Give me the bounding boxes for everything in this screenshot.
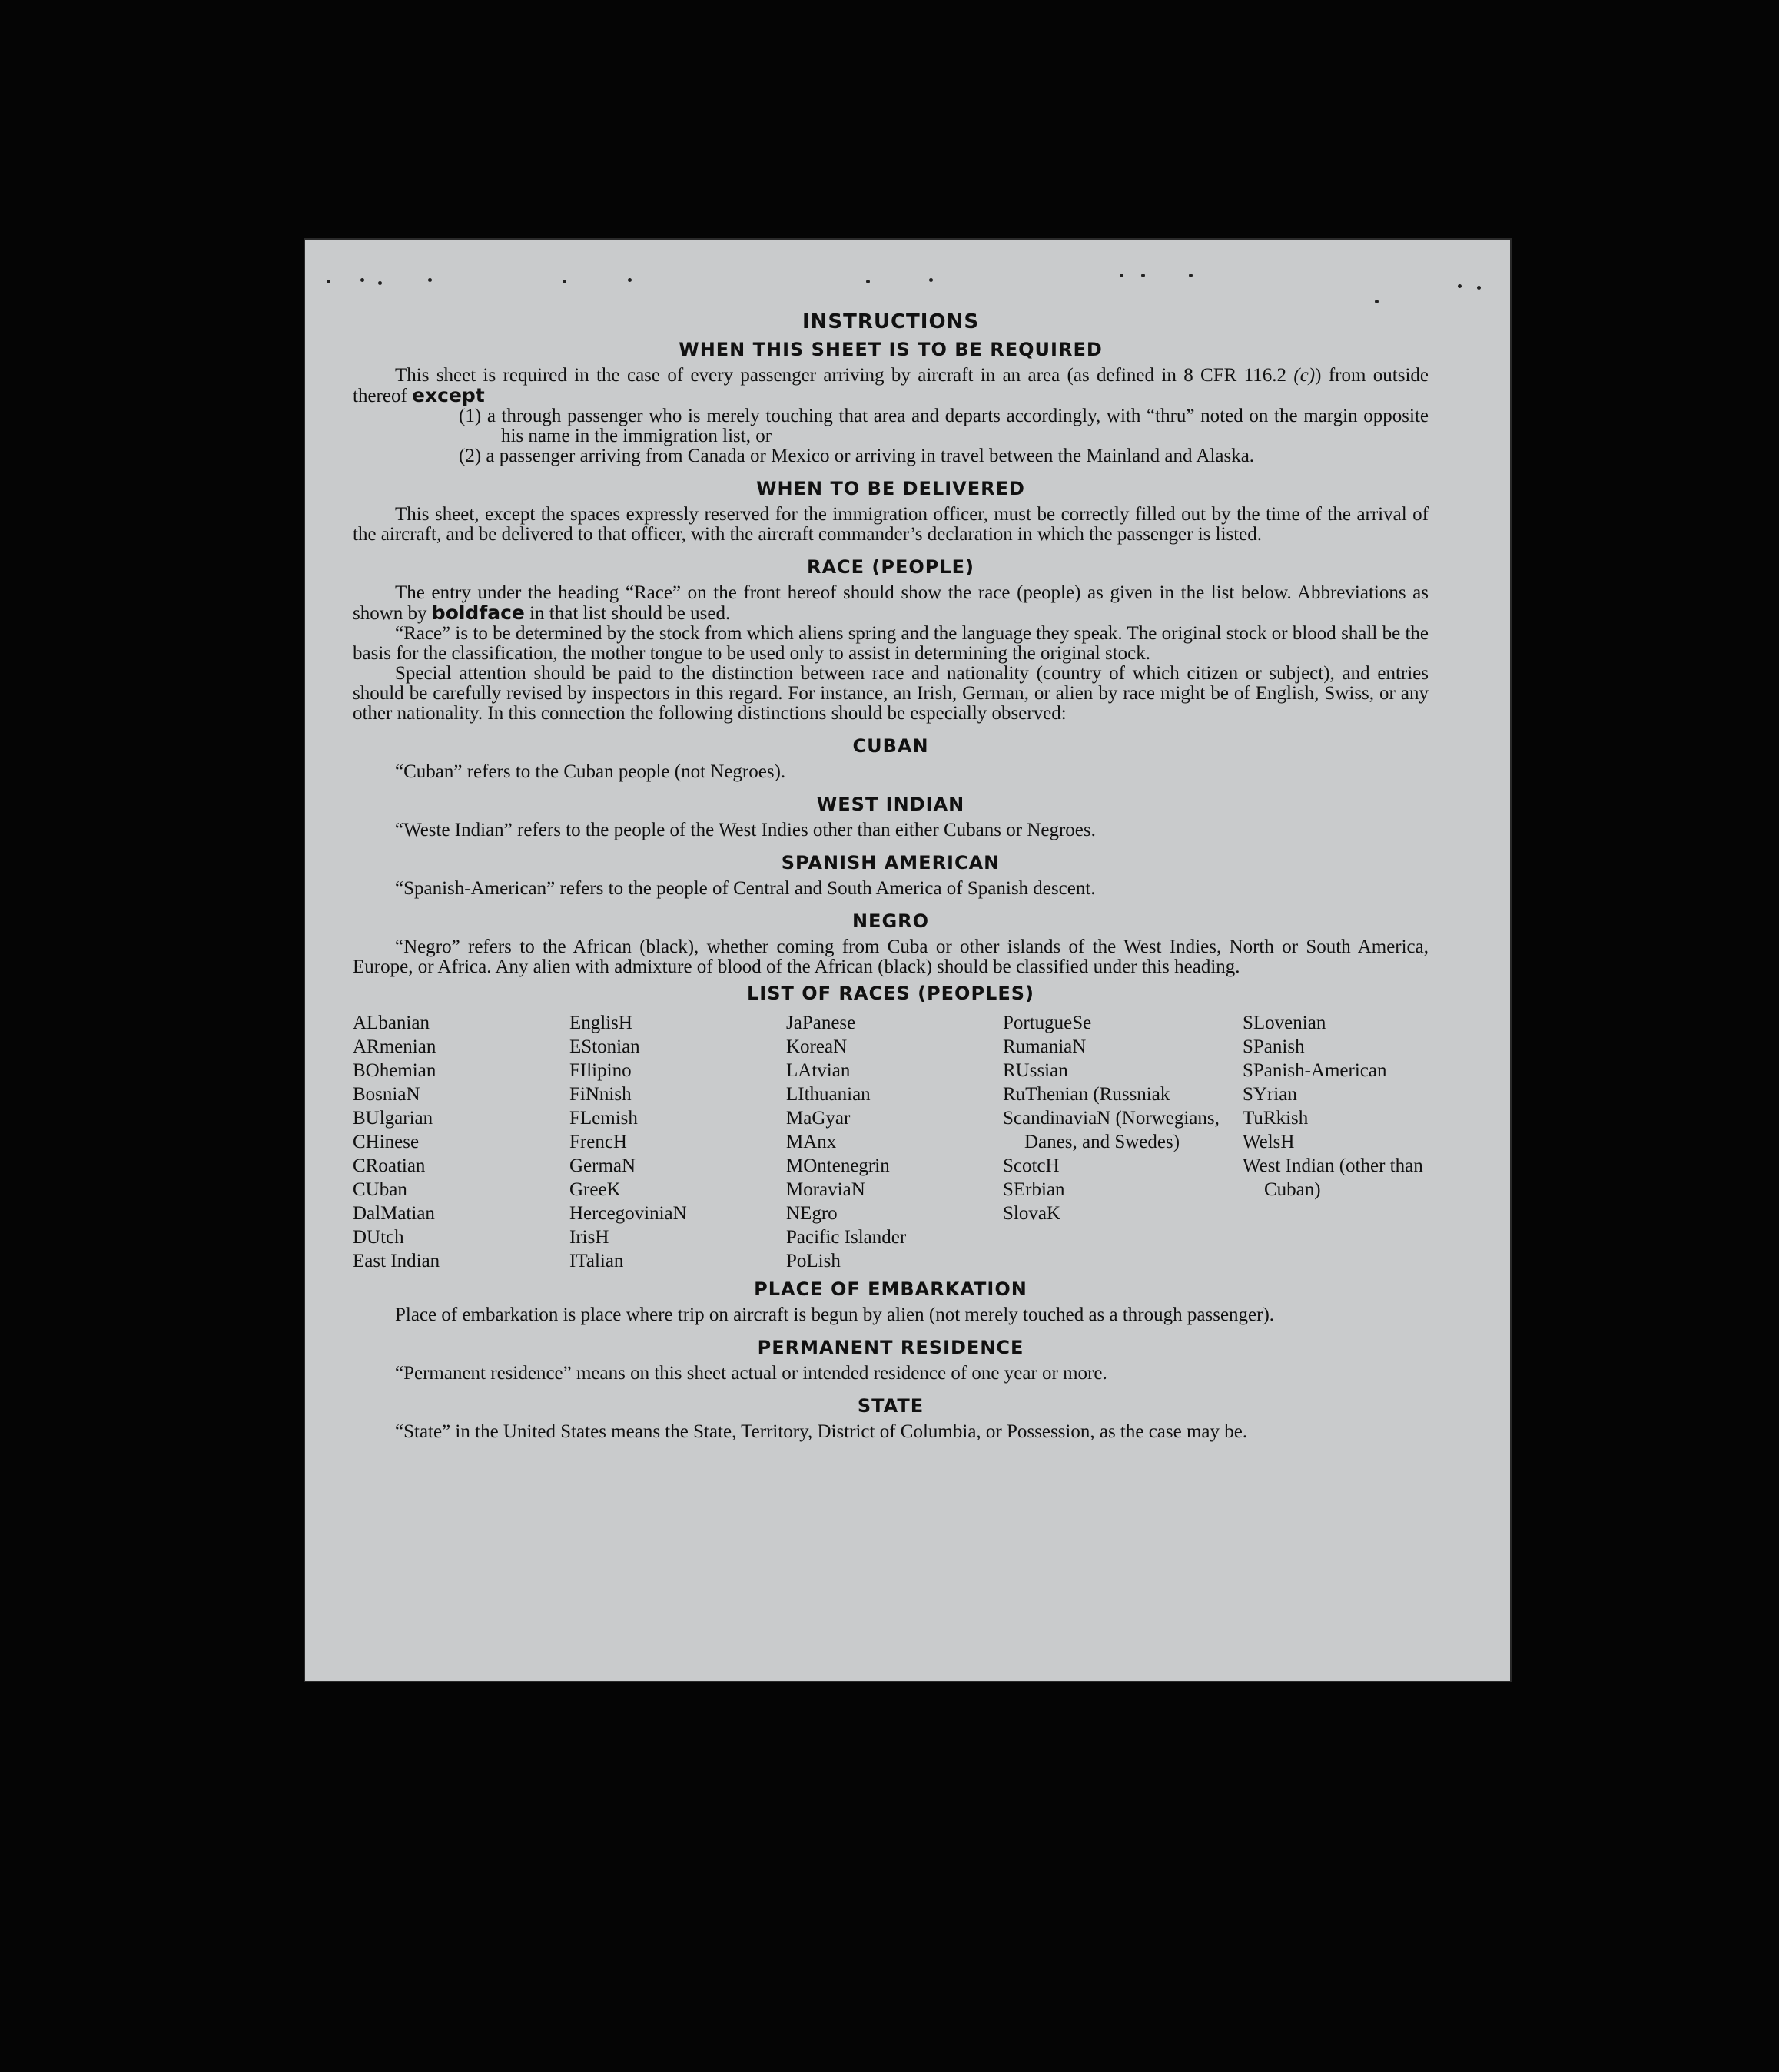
race-entry: FIlipino	[569, 1060, 632, 1081]
race-entry: PoLish	[786, 1251, 841, 1271]
race-entry: FrencH	[569, 1132, 627, 1152]
race-entry: HercegoviniaN	[569, 1203, 687, 1224]
race-entry: PortugueSe	[1003, 1013, 1092, 1033]
heading-state: STATE	[857, 1395, 924, 1417]
spanish-american-text: “Spanish-American” refers to the people of Central and South America of Spanish descent.	[395, 878, 1096, 899]
race-paragraph-2: “Race” is to be determined by the stock from which aliens spring and the language they speak. The original stock or blood shall be the basis for the classification, the mother tongue to be used only to assist in determining the original stock.	[353, 623, 1429, 664]
heading-negro: NEGRO	[851, 910, 930, 932]
heading-cuban: CUBAN	[852, 735, 929, 757]
races-column-1	[353, 1011, 569, 1273]
race-entry: JaPanese	[786, 1013, 856, 1033]
race-entry: BosniaN	[353, 1084, 420, 1105]
heading-required: WHEN THIS SHEET IS TO BE REQUIRED	[679, 339, 1103, 360]
required-intro: This sheet is required in the case of every passenger arriving by aircraft in an area (as defined in 8 CFR 116.2 (c)) from outside thereof except	[353, 365, 1429, 406]
race-entry: EStonian	[569, 1036, 640, 1057]
race-entry: CRoatian	[353, 1155, 426, 1176]
race-entry: East Indian	[353, 1251, 440, 1271]
instructions-content	[353, 310, 1429, 1442]
race-entry: DalMatian	[353, 1203, 435, 1224]
race-entry: GermaN	[569, 1155, 636, 1176]
race-entry: SlovaK	[1003, 1203, 1060, 1224]
race-paragraph-1: The entry under the heading “Race” on the front hereof should show the race (people) as given in the list below. Abbreviations as shown by boldface in that list should be used.	[353, 582, 1429, 624]
race-entry: FiNnish	[569, 1084, 632, 1105]
race-entry: ARmenian	[353, 1036, 436, 1057]
race-entry: EnglisH	[569, 1013, 632, 1033]
race-entry: Pacific Islander	[786, 1227, 907, 1248]
race-entry: TuRkish	[1243, 1108, 1309, 1129]
races-column-5	[1243, 1011, 1429, 1273]
state-text: “State” in the United States means the State, Territory, District of Columbia, or Possession, as the case may be.	[395, 1421, 1248, 1442]
races-column-2	[569, 1011, 786, 1273]
race-entry: CHinese	[353, 1132, 420, 1152]
races-list	[353, 1011, 1429, 1273]
race-entry: RuThenian (Russniak	[1003, 1084, 1170, 1105]
page-title: INSTRUCTIONS	[802, 310, 980, 333]
heading-west-indian: WEST INDIAN	[816, 794, 965, 815]
race-entry: FLemish	[569, 1108, 638, 1129]
race-entry: MAnx	[786, 1132, 837, 1152]
race-entry: KoreaN	[786, 1036, 848, 1057]
heading-races-list: LIST OF RACES (PEOPLES)	[747, 983, 1034, 1004]
race-entry: IrisH	[569, 1227, 609, 1248]
residence-text: “Permanent residence” means on this sheet actual or intended residence of one year or more.	[395, 1363, 1107, 1384]
race-entry: West Indian (other than Cuban)	[1243, 1155, 1423, 1200]
race-entry: ITalian	[569, 1251, 624, 1271]
race-entry: WelsH	[1243, 1132, 1295, 1152]
race-entry: DUtch	[353, 1227, 404, 1248]
heading-delivered: WHEN TO BE DELIVERED	[756, 478, 1025, 499]
race-entry: CUban	[353, 1179, 407, 1200]
heading-residence: PERMANENT RESIDENCE	[757, 1337, 1024, 1358]
west-indian-text: “Weste Indian” refers to the people of the West Indies other than either Cubans or Negroes.	[395, 820, 1096, 840]
race-paragraph-3: Special attention should be paid to the distinction between race and nationality (country of which citizen or subject), and entries should be carefully revised by inspectors in this regard. For instance, an Irish, German, or alien by race might be of English, Swiss, or any other nationality. In this connection the following distinctions should be especially observed:	[353, 663, 1429, 724]
race-entry: ScotcH	[1003, 1155, 1060, 1176]
race-entry: LAtvian	[786, 1060, 851, 1081]
negro-text: “Negro” refers to the African (black), whether coming from Cuba or other islands of the West Indies, North or South America, Europe, or Africa. Any alien with admixture of blood of the African (black) should be classified under this heading.	[353, 937, 1429, 977]
race-entry: MaGyar	[786, 1108, 851, 1129]
race-entry: SPanish-American	[1243, 1060, 1387, 1081]
race-entry: RUssian	[1003, 1060, 1068, 1081]
race-entry: MOntenegrin	[786, 1155, 890, 1176]
heading-spanish-american: SPANISH AMERICAN	[781, 852, 1001, 874]
race-entry: NEgro	[786, 1203, 838, 1224]
race-entry: SPanish	[1243, 1036, 1305, 1057]
race-entry: SYrian	[1243, 1084, 1297, 1105]
embarkation-text: Place of embarkation is place where trip on aircraft is begun by alien (not merely touched as a through passenger).	[395, 1305, 1275, 1325]
required-item-2: (2) a passenger arriving from Canada or Mexico or arriving in travel between the Mainland and Alaska.	[459, 446, 1255, 466]
race-entry: MoraviaN	[786, 1179, 865, 1200]
race-entry: GreeK	[569, 1179, 621, 1200]
heading-race: RACE (PEOPLE)	[806, 556, 975, 578]
heading-embarkation: PLACE OF EMBARKATION	[754, 1278, 1027, 1300]
races-column-4	[1003, 1011, 1243, 1273]
race-entry: ALbanian	[353, 1013, 430, 1033]
document-sheet	[305, 240, 1510, 1681]
race-entry: SLovenian	[1243, 1013, 1326, 1033]
required-item-1: (1) a through passenger who is merely touching that area and departs accordingly, with “thru” noted on the margin opposite his name in the immigration list, or	[459, 406, 1429, 446]
race-entry: LIthuanian	[786, 1084, 871, 1105]
delivered-text: This sheet, except the spaces expressly reserved for the immigration officer, must be correctly filled out by the time of the arrival of the aircraft, and be delivered to that officer, with the aircraft commander’s declaration in which the passenger is listed.	[353, 504, 1429, 545]
races-column-3	[786, 1011, 1003, 1273]
race-entry: ScandinaviaN (Norwegians, Danes, and Swedes)	[1003, 1108, 1220, 1152]
race-entry: RumaniaN	[1003, 1036, 1087, 1057]
race-entry: BOhemian	[353, 1060, 436, 1081]
race-entry: BUlgarian	[353, 1108, 433, 1129]
race-entry: SErbian	[1003, 1179, 1065, 1200]
cuban-text: “Cuban” refers to the Cuban people (not Negroes).	[395, 761, 786, 782]
